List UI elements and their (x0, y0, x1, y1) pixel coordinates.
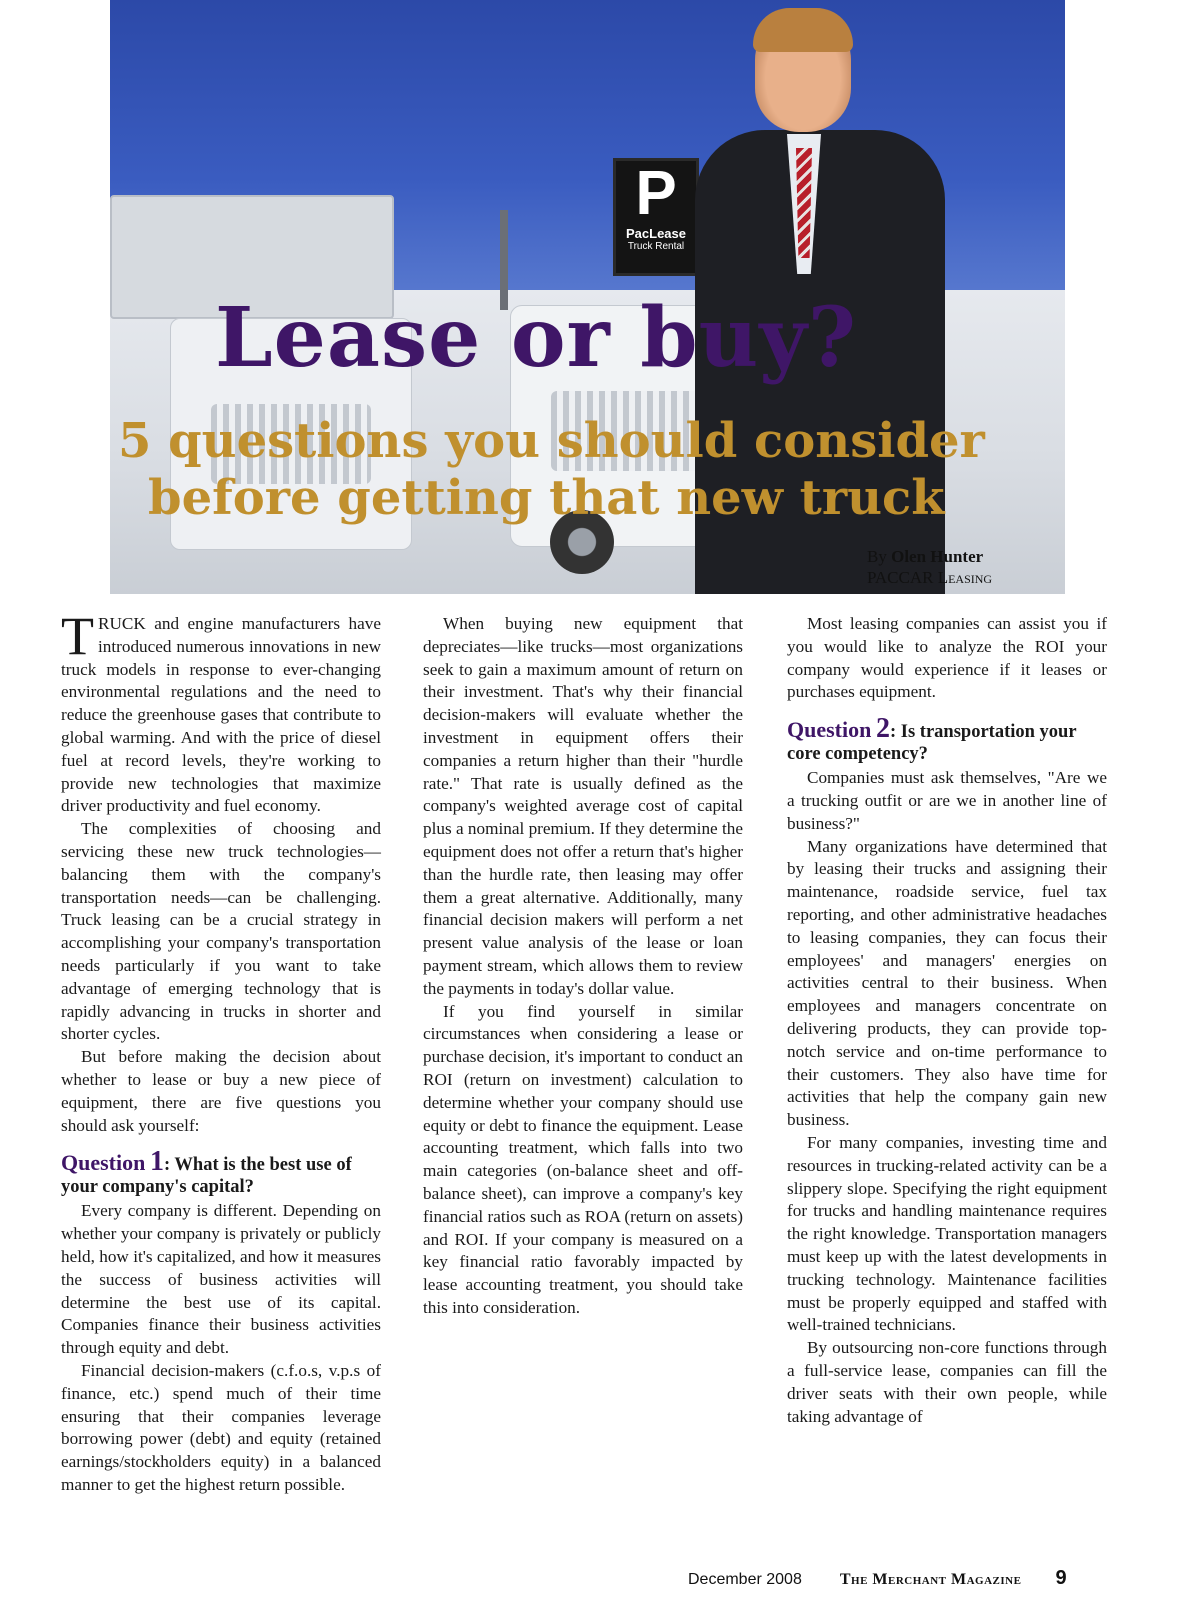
byline-author: Olen Hunter (891, 547, 984, 566)
byline-organization: PACCAR Leasing (867, 568, 993, 587)
article-paragraph: For many companies, investing time and resources in trucking-related activity can be a slippery slope. Specifying the right equipment for trucks and handling maintenance requires the right knowledge. Transportation managers must keep up with the latest developments in trucking technology. Maintenance facilities must be properly equipped and staffed with well-trained technicians. (787, 1132, 1107, 1335)
magazine-name: The Merchant Magazine (839, 1571, 1022, 1588)
question-number: 1 (149, 1146, 164, 1178)
article-column-1 (61, 606, 381, 1497)
article-paragraph: If you find yourself in similar circumstances when considering a lease or purchase decision, it's important to conduct an ROI (return on investment) calculation to determine whether your company should use equity or debt to finance the equipment. Lease accounting treatment, which falls into two main categories (on-balance sheet and off-balance sheet), can improve a company's key financial ratios such as ROA (return on assets) and ROI. If your company is measured on a key financial ratio favorably impacted by lease accounting treatment, you should take this into consideration. (423, 1001, 743, 1317)
question-text: : What is the best use of your company's capital? (61, 1155, 352, 1198)
article-paragraph: Most leasing companies can assist you if you would like to analyze the ROI your company would experience if it leases or purchases equipment. (787, 614, 1107, 702)
byline (867, 546, 992, 588)
page-footer (688, 1567, 1067, 1590)
page-number: 9 (1055, 1567, 1067, 1589)
question-label: Question (787, 717, 872, 743)
subheadline-line-2: before getting that new truck (148, 470, 945, 526)
question-label: Question (61, 1150, 146, 1176)
article-paragraph: But before making the decision about whether to lease or buy a new piece of equipment, there are five questions you should ask yourself: (61, 1047, 381, 1135)
tie-shape (796, 148, 812, 258)
paclease-logo-glyph: P (635, 159, 677, 228)
headline: Lease or buy? (215, 290, 857, 386)
article-column-2 (423, 613, 743, 1320)
article-paragraph: Financial decision-makers (c.f.o.s, v.p.s of finance, etc.) spend much of their time ensuring that their companies leverage borrowing power (debt) and equity (retained earnings/stockholders equity) in a balanced manner to get the highest return possible. (61, 1360, 381, 1494)
article-paragraph: When buying new equipment that depreciates—like trucks—most organizations seek to gain a maximum amount of return on their investment. That's why their financial decision-makers will evaluate whether the investment in equipment offers their companies a return higher than their "hurdle rate." That rate is usually defined as the company's weighted average cost of capital plus a nominal premium. If they determine the equipment does not offer a return that's higher than the hurdle rate, then leasing may offer them a great alternative. Additionally, many financial decision makers will perform a net present value analysis of the lease or loan payment stream, which allows them to review the payments in today's dollar value. (423, 614, 743, 998)
article-paragraph: Every company is different. Depending on whether your company is privately or publicly held, how it's capitalized, and how it measures the success of business activities will determine the best use of its capital. Companies finance their business activities through equity and debt. (61, 1201, 381, 1358)
article-paragraph (61, 606, 381, 818)
paclease-sign-brand: PacLease (626, 226, 686, 241)
article-paragraph: Many organizations have determined that by leasing their trucks and assigning their maintenance, roadside service, fuel tax reporting, and other administrative headaches to leasing companies, they can focus their employees' and managers' energies on activities central to their business. When employees and managers concentrate on delivering products, they can provide top-notch service and on-time performance to their customers. They also have time for activities that help the company gain new business. (787, 836, 1107, 1130)
article-paragraph: Companies must ask themselves, "Are we a trucking outfit or are we in another line of business?" (787, 768, 1107, 833)
byline-prefix: By (867, 547, 892, 566)
lead-word: RUCK (98, 614, 146, 633)
subheadline-line-1: 5 questions you should consider (118, 413, 985, 469)
hair-shape (753, 8, 853, 52)
drop-cap: T (61, 606, 94, 666)
issue-date: December 2008 (688, 1571, 802, 1588)
question-number: 2 (875, 713, 890, 745)
article-paragraph: The complexities of choosing and servicing these new truck technologies—balancing them with the company's transportation needs—can be challenging. Truck leasing can be a crucial strategy in accomplishing your company's transportation needs particularly if you want to take advantage of emerging technology that is rapidly advancing in trucks in shorter and shorter cycles. (61, 819, 381, 1044)
question-text: : Is transportation your core competency? (787, 722, 1077, 765)
paclease-sign-subtitle: Truck Rental (627, 241, 685, 252)
paragraph-text: and engine manufacturers have introduced numerous innovations in new truck models in response to ever-changing environmental regulations and the need to reduce the greenhouse gases that contribute to global warming. And with the price of diesel fuel at record levels, they're working to provide new technologies that maximize driver productivity and fuel economy. (61, 614, 381, 816)
paclease-sign (613, 158, 699, 276)
article-column-3 (787, 613, 1107, 1428)
question-2-heading (787, 713, 1107, 765)
question-1-heading (61, 1146, 381, 1198)
article-paragraph: By outsourcing non-core functions through a full-service lease, companies can fill the driver seats with their own people, while taking advantage of (787, 1338, 1107, 1426)
